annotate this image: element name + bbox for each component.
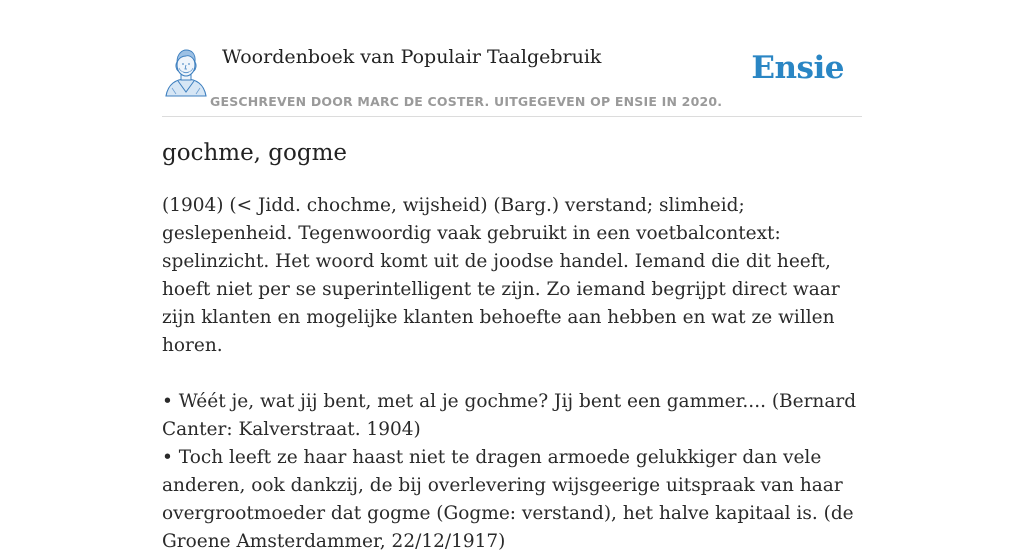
- quote-item: • Wéét je, wat jij bent, met al je gochme? Jij bent een gammer.... (Bernard Canter: Kalverstraat. 1904): [162, 391, 857, 440]
- dictionary-byline: GESCHREVEN DOOR MARC DE COSTER. UITGEGEVEN OP ENSIE IN 2020.: [210, 94, 723, 109]
- author-portrait-icon[interactable]: [164, 46, 208, 96]
- definition-text: (1904) (< Jidd. chochme, wijsheid) (Barg.) verstand; slimheid; geslepenheid. Tegenwoordig vaak gebruikt in een voetbalcontext: spelinzicht. Het woord komt uit de joodse handel. Iemand die dit heeft, hoeft niet per se superintelligent te zijn. Zo iemand begrijpt direct waar zijn klanten en mogelijke klanten behoefte aan hebben en wat ze willen horen.: [162, 195, 840, 356]
- entry-definition: [162, 192, 862, 556]
- entry-title: gochme, gogme: [162, 140, 348, 166]
- paragraph-gap: [162, 360, 862, 388]
- quote-item: • Toch leeft ze haar haast niet te dragen armoede gelukkiger dan vele anderen, ook dankzij, de bij overlevering wijsgeerige uitspraak van haar overgrootmoeder dat gogme (Gogme: verstand), het halve kapitaal is. (de Groene Amsterdammer, 22/12/1917): [162, 447, 854, 552]
- dictionary-header: [162, 40, 862, 117]
- dictionary-title[interactable]: Woordenboek van Populair Taalgebruik: [222, 46, 602, 68]
- ensie-logo[interactable]: Ensie: [751, 50, 844, 86]
